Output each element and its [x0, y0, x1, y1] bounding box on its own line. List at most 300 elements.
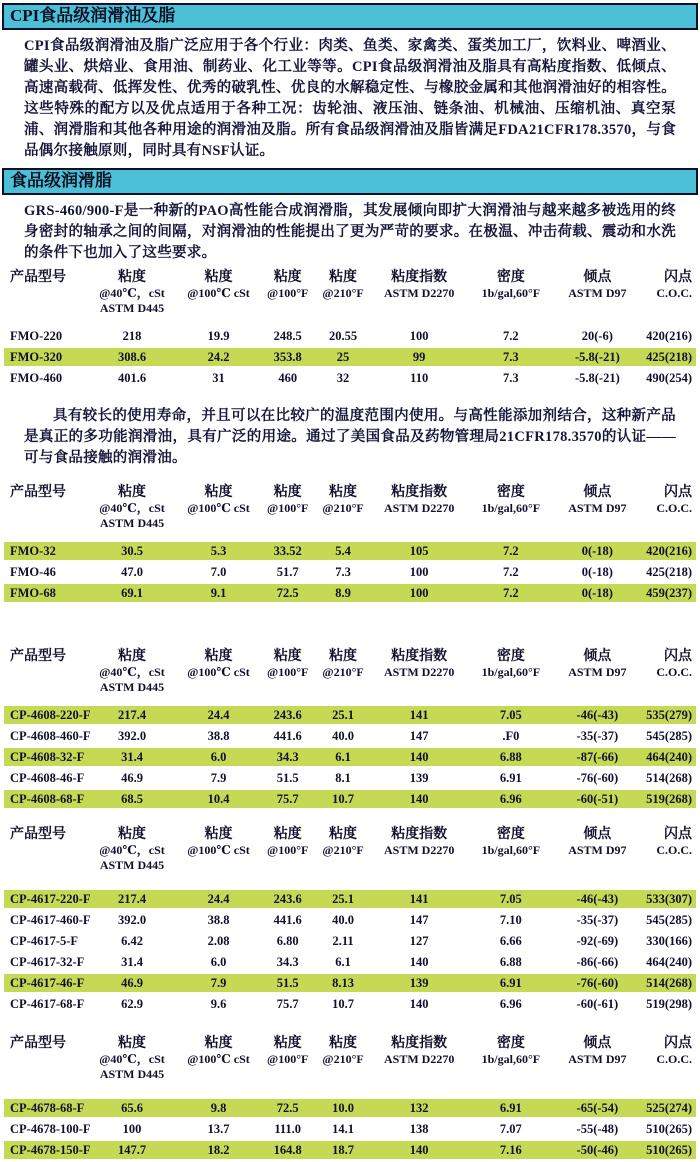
table-cell: 7.05: [468, 706, 555, 724]
table-cell: CP-4608-68-F: [4, 790, 87, 808]
table-cell: 425(218): [641, 348, 696, 366]
column-header-line: C.O.C.: [656, 501, 692, 515]
column-header-line: @100℃ cSt: [187, 501, 250, 515]
column-header-line: 粘度: [118, 1036, 146, 1051]
column-header-line: 倾点: [583, 1036, 612, 1051]
table-cell: 308.6: [87, 348, 177, 366]
table-cell: 10.4: [177, 790, 260, 808]
column-header: [554, 269, 641, 324]
column-header: [260, 1035, 315, 1096]
table-cell: 441.6: [273, 912, 302, 927]
column-header-line: 倾点: [583, 270, 612, 285]
table-cell: FMO-32: [4, 542, 87, 560]
table-cell: 140: [409, 996, 429, 1011]
table-cell: 7.16: [468, 1141, 555, 1159]
column-header: [177, 648, 260, 703]
column-header: [4, 1035, 87, 1096]
datasheet-page: [0, 3, 700, 1157]
table-cell: 38.8: [207, 912, 230, 927]
column-header-line: 密度: [496, 827, 525, 842]
column-header: [4, 484, 87, 539]
table-cell: 0(-18): [554, 584, 641, 602]
table-cell: 420(216): [646, 328, 692, 343]
column-header-line: 1b/gal,60°F: [481, 501, 541, 515]
table-row: [4, 1099, 696, 1117]
table-cell: 68.5: [87, 790, 177, 808]
table-cell: -50(-46): [554, 1141, 641, 1159]
table-cell: 217.4: [87, 890, 177, 908]
table-cell: 6.96: [468, 790, 555, 808]
table-cell: -86(-66): [576, 954, 619, 969]
column-header: [315, 1035, 370, 1096]
table-cell: FMO-68: [4, 584, 87, 602]
table-cell: 464(240): [641, 748, 696, 766]
table-cell: 72.5: [260, 584, 315, 602]
column-header: [641, 484, 696, 539]
table-cell: -5.8(-21): [554, 348, 641, 366]
table-cell: 510(265): [646, 1121, 692, 1136]
column-header-line: @100°F: [267, 665, 309, 679]
table-header-row: [4, 484, 696, 539]
table-cell: -55(-48): [576, 1121, 619, 1136]
table-cell: 75.7: [276, 996, 299, 1011]
column-header-line: 粘度: [204, 1036, 233, 1051]
column-header-line: 粘度: [273, 270, 302, 285]
table-cell: 7.2: [468, 584, 555, 602]
table-cell: 141: [371, 890, 468, 908]
column-header-line: ASTM D445: [99, 858, 165, 872]
table-cell: 6.1: [335, 954, 351, 969]
table-cell: 10.7: [315, 790, 370, 808]
column-header: [4, 826, 87, 887]
column-header: [468, 269, 555, 324]
column-header-line: 闪点: [664, 270, 692, 285]
table-cell: 535(279): [641, 706, 696, 724]
table-cell: CP-4608-32-F: [4, 748, 87, 766]
table-cell: 514(268): [646, 770, 692, 785]
table-cell: 10.0: [315, 1099, 370, 1117]
table-cell: 25.1: [315, 890, 370, 908]
column-header: [315, 484, 370, 539]
table-cell: 7.3: [335, 564, 351, 579]
multipurpose-paragraph: 具有较长的使用寿命，并且可以在比较广的温度范围内使用。与高性能添加剂结合，这种新产品是真正的多功能润滑油，具有广泛的用途。通过了美国食品及药物管理局21CFR178.3570的认证——可与食品接触的润滑油。: [24, 408, 676, 466]
table-cell: 6.80: [276, 933, 299, 948]
column-header-line: 产品型号: [10, 485, 66, 500]
column-header: [315, 648, 370, 703]
column-header: [371, 484, 468, 539]
table-cell: 8.1: [335, 770, 351, 785]
table-cell: 141: [371, 706, 468, 724]
table-cell: 6.66: [499, 933, 522, 948]
section-header-oil: CPI食品级润滑油及脂: [2, 3, 698, 30]
column-header-line: 粘度: [273, 1036, 302, 1051]
table-cell: CP-4608-46-F: [10, 770, 85, 785]
column-header: [315, 269, 370, 324]
table-header-row: [4, 648, 696, 703]
column-header-line: @100°F: [267, 501, 309, 515]
table-cell: 31: [212, 370, 225, 385]
column-header-line: @210°F: [322, 665, 364, 679]
table-cell: 40.0: [332, 728, 354, 743]
column-header-line: 粘度指数: [391, 827, 448, 842]
column-header: [468, 1035, 555, 1096]
table-cell: 46.9: [121, 770, 143, 785]
table-cell: 441.6: [273, 728, 302, 743]
table-cell: FMO-460: [10, 370, 63, 385]
table-cell: 147.7: [87, 1141, 177, 1159]
table-cell: 9.8: [177, 1099, 260, 1117]
table-cell: 248.5: [273, 328, 302, 343]
table-cell: 519(268): [641, 790, 696, 808]
table-cell: 100: [371, 584, 468, 602]
table-row: [4, 369, 696, 387]
table-row: [4, 706, 696, 724]
table-cell: CP-4617-5-F: [10, 933, 79, 948]
table-row: [4, 953, 696, 971]
column-header-line: @40℃，cSt: [99, 843, 165, 857]
table-cell: 7.2: [503, 564, 519, 579]
table-cell: FMO-320: [4, 348, 87, 366]
table-cell: 243.6: [260, 706, 315, 724]
table-cell: 33.52: [260, 542, 315, 560]
column-header-line: 粘度: [329, 270, 358, 285]
column-header-line: ASTM D2270: [384, 843, 455, 857]
table-cell: -35(-37): [576, 912, 619, 927]
column-header-line: 闪点: [664, 827, 692, 842]
column-header-line: ASTM D97: [568, 1052, 627, 1066]
table-cell: 138: [409, 1121, 429, 1136]
table-cell: 100: [122, 1121, 142, 1136]
table-cell: -87(-66): [554, 748, 641, 766]
column-header-line: 1b/gal,60°F: [481, 286, 541, 300]
fmo-2xx-table: [4, 266, 696, 390]
table-cell: 140: [371, 790, 468, 808]
table-cell: 47.0: [121, 564, 143, 579]
table-cell: 464(240): [646, 954, 692, 969]
table-cell: CP-4678-150-F: [4, 1141, 87, 1159]
column-header: [468, 484, 555, 539]
table-cell: 18.7: [315, 1141, 370, 1159]
table-cell: 147: [409, 728, 429, 743]
column-header-line: 粘度: [204, 485, 233, 500]
column-header-line: C.O.C.: [656, 665, 692, 679]
column-header-line: @100℃ cSt: [187, 665, 250, 679]
table-cell: 25: [315, 348, 370, 366]
table-cell: 7.07: [499, 1121, 522, 1136]
table-cell: 31.4: [121, 954, 143, 969]
column-header: [371, 648, 468, 703]
table-cell: 0(-18): [581, 564, 613, 579]
table-cell: 127: [409, 933, 429, 948]
table-cell: -46(-43): [554, 706, 641, 724]
table-cell: 6.0: [210, 954, 227, 969]
column-header-line: 闪点: [664, 649, 692, 664]
table-cell: 425(218): [646, 564, 692, 579]
table-cell: 40.0: [332, 912, 354, 927]
table-cell: 140: [371, 748, 468, 766]
column-header-line: @40℃，cSt: [99, 286, 165, 300]
column-header-line: 粘度: [118, 270, 146, 285]
cp-4617-table: [4, 823, 696, 1016]
column-header-line: 粘度: [329, 1036, 358, 1051]
table-cell: 8.9: [315, 584, 370, 602]
table-cell: 545(285): [646, 912, 692, 927]
column-header-line: @100℃ cSt: [187, 286, 250, 300]
column-header: [554, 826, 641, 887]
column-header-line: 1b/gal,60°F: [481, 843, 541, 857]
table-cell: 100: [409, 564, 429, 579]
column-header: [260, 484, 315, 539]
column-header-line: @210°F: [322, 1052, 364, 1066]
column-header-line: ASTM D445: [99, 516, 165, 530]
table-cell: 7.2: [468, 542, 555, 560]
column-header: [4, 648, 87, 703]
column-header-line: C.O.C.: [656, 286, 692, 300]
column-header: [371, 269, 468, 324]
table-cell: 6.0: [177, 748, 260, 766]
table-row: [4, 769, 696, 787]
table-cell: 6.96: [499, 996, 522, 1011]
table-cell: CP-4617-460-F: [10, 912, 91, 927]
column-header-line: @210°F: [322, 286, 364, 300]
column-header: [87, 484, 177, 539]
column-header-line: @40℃，cSt: [99, 501, 165, 515]
column-header-line: ASTM D2270: [384, 1052, 455, 1066]
table-cell: 243.6: [260, 890, 315, 908]
table-cell: 34.3: [260, 748, 315, 766]
table-cell: -5.8(-21): [574, 370, 620, 385]
column-header: [177, 269, 260, 324]
table-cell: 34.3: [276, 954, 299, 969]
table-row: [4, 911, 696, 929]
column-header-line: @210°F: [322, 501, 364, 515]
column-header-line: 闪点: [664, 485, 692, 500]
table-cell: 51.5: [260, 974, 315, 992]
column-header-line: 粘度: [118, 827, 146, 842]
table-cell: 25.1: [315, 706, 370, 724]
table-cell: 2.11: [332, 933, 354, 948]
table-cell: 7.9: [210, 770, 227, 785]
table-cell: 20.55: [328, 328, 358, 343]
table-cell: CP-4617-68-F: [10, 996, 85, 1011]
column-header-line: ASTM D97: [568, 286, 627, 300]
table-cell: CP-4678-100-F: [10, 1121, 91, 1136]
column-header-line: 产品型号: [10, 649, 66, 664]
column-header-line: 粘度: [329, 827, 358, 842]
table-row: [4, 932, 696, 950]
table-cell: 46.9: [87, 974, 177, 992]
table-row: [4, 790, 696, 808]
table-cell: 110: [410, 370, 429, 385]
column-header-line: 产品型号: [10, 827, 66, 842]
table-cell: 24.2: [177, 348, 260, 366]
table-cell: 24.4: [177, 890, 260, 908]
column-header-line: 粘度: [204, 649, 233, 664]
column-header-line: 粘度: [204, 827, 233, 842]
cp-4678-table: [4, 1032, 696, 1162]
table-header-row: [4, 269, 696, 324]
grease-intro-paragraph: GRS-460/900-F是一种新的PAO高性能合成润滑脂，其发展倾向即扩大润滑油与越来越多被选用的终身密封的轴承之间的间隔，对润滑油的性能提出了更为严苛的要求。在极温、冲击荷载、震动和水洗的条件下也加入了这些要求。: [24, 203, 676, 261]
table-cell: 140: [371, 1141, 468, 1159]
column-header: [260, 826, 315, 887]
oil-intro-paragraph: CPI食品级润滑油及脂广泛应用于各个行业：肉类、鱼类、家禽类、蛋类加工厂，饮料业、啤酒业、罐头业、烘焙业、食用油、制药业、化工业等等。CPI食品级润滑油及脂具有高粘度指数、低倾点、高速高载荷、低挥发性、优秀的破乳性、优良的水解稳定性、与橡胶金属和其他润滑油好的相容性。这些特殊的配方以及优点适用于各种工况：齿轮油、液压油、链条油、机械油、压缩机油、真空泵浦、润滑脂和其他各种用途的润滑油及脂。所有食品级润滑油及脂皆满足FDA21CFR178.3570，与食品偶尔接触原则，同时具有NSF认证。: [24, 38, 676, 159]
column-header: [87, 269, 177, 324]
table-cell: 460: [278, 370, 298, 385]
column-header: [554, 484, 641, 539]
table-cell: 420(216): [641, 542, 696, 560]
table-cell: 525(274): [641, 1099, 696, 1117]
column-header-line: ASTM D97: [568, 501, 627, 515]
table-cell: 490(254): [646, 370, 692, 385]
column-header-line: 粘度: [118, 485, 146, 500]
table-cell: -35(-37): [576, 728, 619, 743]
table-cell: 69.1: [87, 584, 177, 602]
column-header-line: 密度: [496, 270, 525, 285]
column-header-line: 倾点: [583, 649, 612, 664]
column-header: [641, 1035, 696, 1096]
table-cell: 392.0: [117, 912, 147, 927]
column-header: [177, 826, 260, 887]
column-header-line: 密度: [496, 1036, 525, 1051]
column-header-line: 闪点: [664, 1036, 692, 1051]
table-cell: FMO-46: [10, 564, 56, 579]
column-header: [641, 269, 696, 324]
table-row: [4, 584, 696, 602]
table-cell: CP-4608-220-F: [4, 706, 87, 724]
table-cell: 140: [409, 954, 429, 969]
column-header-line: 倾点: [583, 827, 612, 842]
table-cell: 6.1: [315, 748, 370, 766]
column-header-line: @100°F: [267, 843, 309, 857]
table-cell: 72.5: [260, 1099, 315, 1117]
fmo-xx-table: [4, 481, 696, 605]
table-row: [4, 974, 696, 992]
table-cell: 545(285): [646, 728, 692, 743]
table-cell: CP-4617-220-F: [4, 890, 87, 908]
table-cell: 533(307): [641, 890, 696, 908]
column-header: [177, 484, 260, 539]
table-cell: -60(-61): [576, 996, 619, 1011]
column-header: [468, 826, 555, 887]
table-cell: 7.3: [503, 370, 519, 385]
table-header-row: [4, 826, 696, 887]
column-header-line: C.O.C.: [656, 1052, 692, 1066]
column-header-line: @100℃ cSt: [187, 1052, 250, 1066]
table-cell: -65(-54): [554, 1099, 641, 1117]
column-header-line: @100℃ cSt: [187, 843, 250, 857]
cp-4608-table: [4, 645, 696, 811]
column-header-line: @40℃，cSt: [99, 665, 165, 679]
table-cell: 459(237): [641, 584, 696, 602]
table-cell: 75.7: [260, 790, 315, 808]
column-header-line: 粘度指数: [391, 485, 448, 500]
column-header: [87, 648, 177, 703]
table-cell: 510(265): [641, 1141, 696, 1159]
table-cell: 6.42: [121, 933, 143, 948]
column-header-line: 粘度: [273, 649, 302, 664]
table-cell: 18.2: [177, 1141, 260, 1159]
table-cell: 132: [371, 1099, 468, 1117]
table-cell: 6.91: [468, 1099, 555, 1117]
table-cell: 65.6: [87, 1099, 177, 1117]
table-cell: 6.91: [499, 770, 522, 785]
column-header-line: ASTM D2270: [384, 286, 455, 300]
table-cell: -60(-51): [554, 790, 641, 808]
table-cell: -92(-69): [576, 933, 619, 948]
table-cell: FMO-220: [10, 328, 63, 343]
table-cell: 392.0: [117, 728, 147, 743]
table-cell: 13.7: [207, 1121, 230, 1136]
column-header: [468, 648, 555, 703]
table-cell: 51.7: [276, 564, 299, 579]
column-header: [554, 648, 641, 703]
table-cell: 38.8: [207, 728, 230, 743]
column-header-line: 产品型号: [10, 1036, 66, 1051]
column-header-line: 粘度: [329, 649, 358, 664]
column-header: [641, 648, 696, 703]
table-cell: 401.6: [117, 370, 147, 385]
column-header-line: 密度: [496, 485, 525, 500]
table-cell: 330(166): [646, 933, 692, 948]
table-row: [4, 995, 696, 1013]
table-header-row: [4, 1035, 696, 1096]
table-cell: 20(-6): [581, 328, 613, 343]
table-cell: 62.9: [121, 996, 143, 1011]
column-header-line: ASTM D2270: [384, 501, 455, 515]
table-cell: 7.3: [468, 348, 555, 366]
column-header-line: C.O.C.: [656, 843, 692, 857]
table-cell: 100: [409, 328, 429, 343]
column-header: [371, 1035, 468, 1096]
table-cell: 164.8: [260, 1141, 315, 1159]
column-header-line: 1b/gal,60°F: [481, 665, 541, 679]
table-row: [4, 890, 696, 908]
table-cell: 519(298): [646, 996, 692, 1011]
table-cell: 7.0: [210, 564, 227, 579]
column-header: [315, 826, 370, 887]
table-cell: 32: [336, 370, 350, 385]
column-header: [260, 269, 315, 324]
table-cell: 6.88: [468, 748, 555, 766]
column-header-line: 粘度: [273, 485, 302, 500]
column-header-line: ASTM D445: [99, 680, 165, 694]
column-header-line: @100°F: [267, 286, 309, 300]
column-header-line: 粘度: [329, 485, 358, 500]
table-cell: CP-4678-68-F: [4, 1099, 87, 1117]
table-cell: .F0: [502, 728, 520, 743]
table-cell: 353.8: [260, 348, 315, 366]
table-cell: 111.0: [274, 1121, 302, 1136]
column-header: [87, 1035, 177, 1096]
table-cell: 5.4: [315, 542, 370, 560]
column-header-line: @100°F: [267, 1052, 309, 1066]
column-header-line: 粘度: [273, 827, 302, 842]
table-cell: 218: [122, 328, 142, 343]
table-cell: CP-4617-46-F: [4, 974, 87, 992]
table-row: [4, 1120, 696, 1138]
table-cell: 31.4: [87, 748, 177, 766]
column-header: [371, 826, 468, 887]
column-header-line: @40℃，cSt: [99, 1052, 165, 1066]
table-row: [4, 727, 696, 745]
table-cell: 51.5: [276, 770, 299, 785]
table-cell: 147: [409, 912, 429, 927]
table-cell: 30.5: [87, 542, 177, 560]
table-row: [4, 1141, 696, 1159]
table-row: [4, 563, 696, 581]
column-header: [554, 1035, 641, 1096]
table-row: [4, 348, 696, 366]
